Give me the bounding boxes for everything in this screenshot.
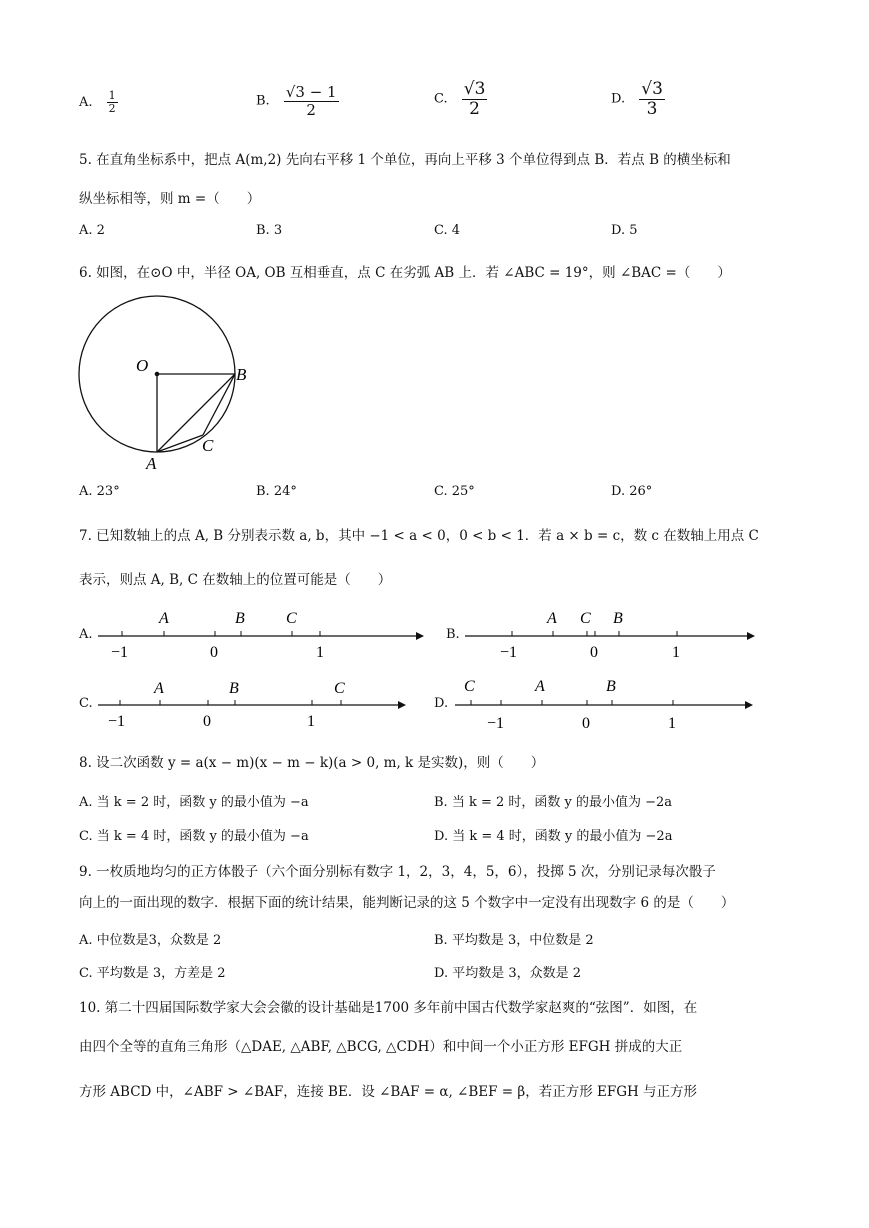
q4-option-b-denominator: 2 xyxy=(306,100,316,119)
q5-option-c: C. 4 xyxy=(434,223,461,238)
point-label-a: A xyxy=(154,680,164,697)
q4-option-d-label: D. xyxy=(611,91,626,107)
chord-bc xyxy=(203,374,235,435)
point-label-b: B xyxy=(235,610,245,627)
q7-stem-line-1: 7. 已知数轴上的点 A, B 分别表示数 a, b，其中 −1 < a < 0，0 < b < 1．若 a × b = c，数 c 在数轴上用点 C xyxy=(79,528,759,544)
tick-label-0: 0 xyxy=(590,644,598,661)
q4-option-c-numerator: √3 xyxy=(463,79,486,99)
q7-option-b-label: B. xyxy=(446,627,460,642)
q10-stem-line-1: 10. 第二十四届国际数学家大会会徽的设计基础是1700 多年前中国古代数学家赵爽的“弦图”．如图，在 xyxy=(79,1000,698,1016)
q10-stem-line-2: 由四个全等的直角三角形（△DAE, △ABF, △BCG, △CDH）和中间一个小正方形 EFGH 拼成的大正 xyxy=(79,1039,683,1055)
q8-option-c: C. 当 k = 4 时，函数 y 的最小值为 −a xyxy=(79,829,309,844)
tick-label-neg1: −1 xyxy=(108,713,126,730)
tick-label-0: 0 xyxy=(210,644,218,661)
q4-option-d xyxy=(611,80,665,118)
point-label-a: A xyxy=(535,678,545,695)
q4-option-c-fraction xyxy=(462,80,488,118)
q4-option-a-fraction xyxy=(107,90,118,115)
point-label-c: C xyxy=(580,610,591,627)
q5-stem-line-2: 纵坐标相等，则 m =（ ） xyxy=(79,191,261,207)
chord-ab xyxy=(157,374,235,452)
q9-option-d: D. 平均数是 3，众数是 2 xyxy=(434,966,582,981)
q8-option-b: B. 当 k = 2 时，函数 y 的最小值为 −2a xyxy=(434,795,673,810)
q4-option-c-denominator: 2 xyxy=(469,98,480,119)
q7-stem-line-2: 表示，则点 A, B, C 在数轴上的位置可能是（ ） xyxy=(79,572,392,588)
q5-stem-line-1: 5. 在直角坐标系中，把点 A(m,2) 先向右平移 1 个单位，再向上平移 3 个单位得到点 B．若点 B 的横坐标和 xyxy=(79,152,731,168)
q7-number-line-c xyxy=(98,675,428,735)
q6-option-d: D. 26° xyxy=(611,484,653,499)
q9-stem-line-2: 向上的一面出现的数字．根据下面的统计结果，能判断记录的这 5 个数字中一定没有出现数字 6 的是（ ） xyxy=(79,895,735,911)
q6-circle-figure xyxy=(72,292,252,472)
tick-label-0: 0 xyxy=(203,713,211,730)
q5-option-b: B. 3 xyxy=(256,223,283,238)
tick-label-neg1: −1 xyxy=(487,715,505,732)
q7-option-c-label: C. xyxy=(79,696,93,711)
q8-option-a: A. 当 k = 2 时，函数 y 的最小值为 −a xyxy=(79,795,309,810)
q9-option-b: B. 平均数是 3，中位数是 2 xyxy=(434,933,594,948)
label-b: B xyxy=(236,365,247,384)
point-label-b: B xyxy=(229,680,239,697)
q4-option-c xyxy=(434,80,487,118)
q4-option-a-numerator: 1 xyxy=(108,89,116,102)
q7-option-d-label: D. xyxy=(434,696,449,711)
q7-option-a-label: A. xyxy=(79,627,93,642)
label-a: A xyxy=(146,454,157,472)
tick-label-1: 1 xyxy=(672,644,680,661)
q5-option-d: D. 5 xyxy=(611,223,638,238)
q4-option-b-numerator: √3 − 1 xyxy=(285,83,337,101)
point-label-b: B xyxy=(613,610,623,627)
point-label-c: C xyxy=(334,680,345,697)
q9-option-a: A. 中位数是3，众数是 2 xyxy=(79,933,222,948)
q4-option-c-label: C. xyxy=(434,91,448,107)
center-point-o xyxy=(155,372,160,377)
q6-stem: 6. 如图，在⊙O 中，半径 OA, OB 互相垂直，点 C 在劣弧 AB 上．若 ∠ABC = 19°，则 ∠BAC =（ ） xyxy=(79,265,731,281)
q10-stem-line-3: 方形 ABCD 中，∠ABF > ∠BAF，连接 BE．设 ∠BAF = α, ∠BEF = β，若正方形 EFGH 与正方形 xyxy=(79,1084,698,1100)
q4-option-d-denominator: 3 xyxy=(646,98,658,119)
q6-option-a: A. 23° xyxy=(79,484,120,499)
point-label-c: C xyxy=(464,678,475,695)
q4-option-b xyxy=(256,84,339,118)
q5-option-a: A. 2 xyxy=(79,223,105,238)
tick-label-1: 1 xyxy=(316,644,324,661)
point-label-b: B xyxy=(606,678,616,695)
q7-number-line-b xyxy=(465,605,765,665)
q9-stem-line-1: 9. 一枚质地均匀的正方体骰子（六个面分别标有数字 1，2，3，4，5，6），投掷 5 次，分别记录每次骰子 xyxy=(79,864,716,880)
q8-stem: 8. 设二次函数 y = a(x − m)(x − m − k)(a > 0, m, k 是实数)，则（ ） xyxy=(79,755,545,771)
point-label-a: A xyxy=(159,610,169,627)
label-c: C xyxy=(202,436,214,455)
q4-option-a-label: A. xyxy=(79,95,93,111)
q7-number-line-d xyxy=(455,673,785,733)
q7-number-line-a xyxy=(98,605,428,665)
q4-option-d-numerator: √3 xyxy=(641,79,663,99)
point-label-c: C xyxy=(286,610,297,627)
q6-option-c: C. 25° xyxy=(434,484,475,499)
tick-label-1: 1 xyxy=(668,715,676,732)
tick-label-0: 0 xyxy=(582,715,590,732)
tick-label-1: 1 xyxy=(307,713,315,730)
label-o: O xyxy=(136,356,149,375)
q4-option-b-fraction xyxy=(284,84,339,118)
q8-option-d: D. 当 k = 4 时，函数 y 的最小值为 −2a xyxy=(434,829,673,844)
chord-ac xyxy=(157,435,203,452)
point-label-a: A xyxy=(547,610,557,627)
q4-option-b-label: B. xyxy=(256,93,270,109)
tick-label-neg1: −1 xyxy=(500,644,518,661)
q4-option-d-fraction xyxy=(639,80,665,118)
tick-label-neg1: −1 xyxy=(111,644,129,661)
q9-option-c: C. 平均数是 3，方差是 2 xyxy=(79,966,226,981)
q4-option-a xyxy=(79,90,118,115)
q6-option-b: B. 24° xyxy=(256,484,297,499)
q4-option-a-denominator: 2 xyxy=(108,102,116,116)
